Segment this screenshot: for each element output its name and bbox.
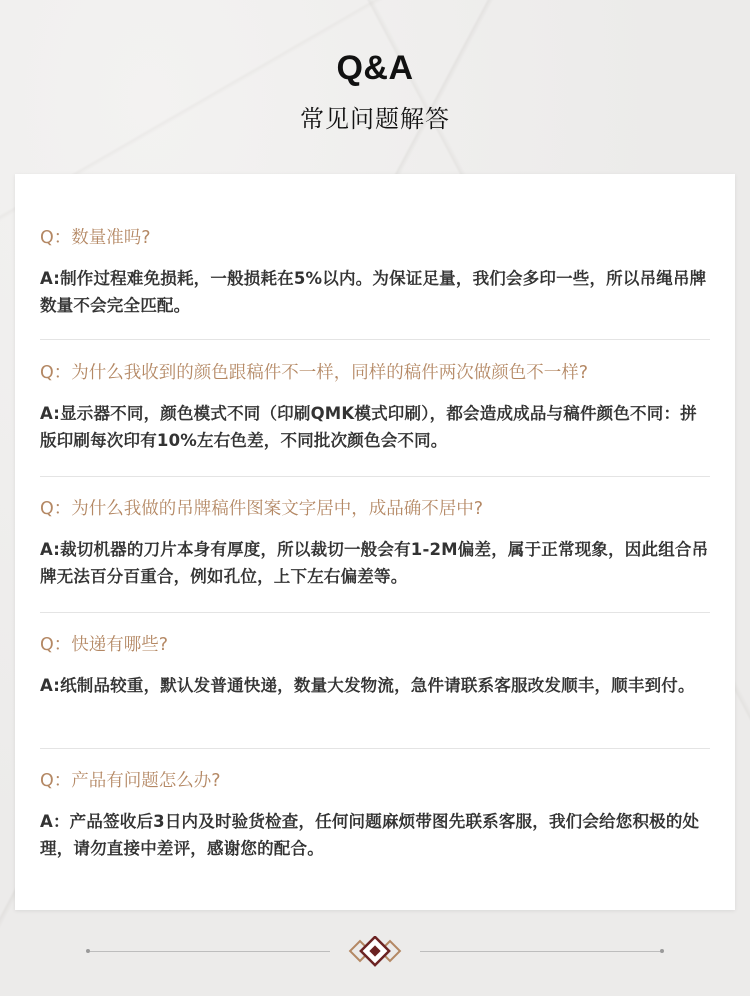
faq-question: Q：为什么我做的吊牌稿件图案文字居中，成品确不居中? [40, 499, 484, 519]
faq-question: Q：快递有哪些? [40, 635, 169, 655]
faq-item [40, 497, 710, 590]
faq-answer: A:显示器不同，颜色模式不同（印刷QMK模式印刷），都会造成成品与稿件颜色不同：拼版印刷每次印有10%左右色差，不同批次颜色会不同。 [40, 404, 697, 450]
footer-line-left [90, 951, 330, 952]
faq-card [15, 174, 735, 910]
footer-dot-right [660, 949, 664, 953]
footer-ornament [0, 930, 750, 974]
page-title: Q&A [336, 49, 414, 87]
faq-divider [40, 612, 710, 613]
faq-answer: A:裁切机器的刀片本身有厚度，所以裁切一般会有1-2M偏差，属于正常现象，因此组合吊牌无法百分百重合，例如孔位，上下左右偏差等。 [40, 540, 709, 586]
faq-item [40, 769, 710, 862]
faq-question: Q：产品有问题怎么办? [40, 771, 221, 791]
faq-divider [40, 748, 710, 749]
faq-answer: A：产品签收后3日内及时验货检查，任何问题麻烦带图先联系客服，我们会给您积极的处理，请勿直接中差评，感谢您的配合。 [40, 812, 700, 858]
diamond-emblem-icon [348, 936, 402, 968]
footer-line-right [420, 951, 660, 952]
faq-item [40, 226, 710, 319]
faq-divider [40, 476, 710, 477]
faq-answer: A:纸制品较重，默认发普通快递，数量大发物流，急件请联系客服改发顺丰，顺丰到付。 [40, 676, 695, 695]
faq-item [40, 361, 710, 454]
page-subtitle: 常见问题解答 [300, 105, 450, 133]
faq-question: Q：为什么我收到的颜色跟稿件不一样，同样的稿件两次做颜色不一样? [40, 363, 589, 383]
faq-answer: A:制作过程难免损耗，一般损耗在5%以内。为保证足量，我们会多印一些，所以吊绳吊牌数量不会完全匹配。 [40, 269, 707, 315]
faq-item [40, 633, 710, 699]
faq-divider [40, 339, 710, 340]
page-header [0, 48, 750, 134]
faq-question: Q：数量准吗? [40, 228, 151, 248]
